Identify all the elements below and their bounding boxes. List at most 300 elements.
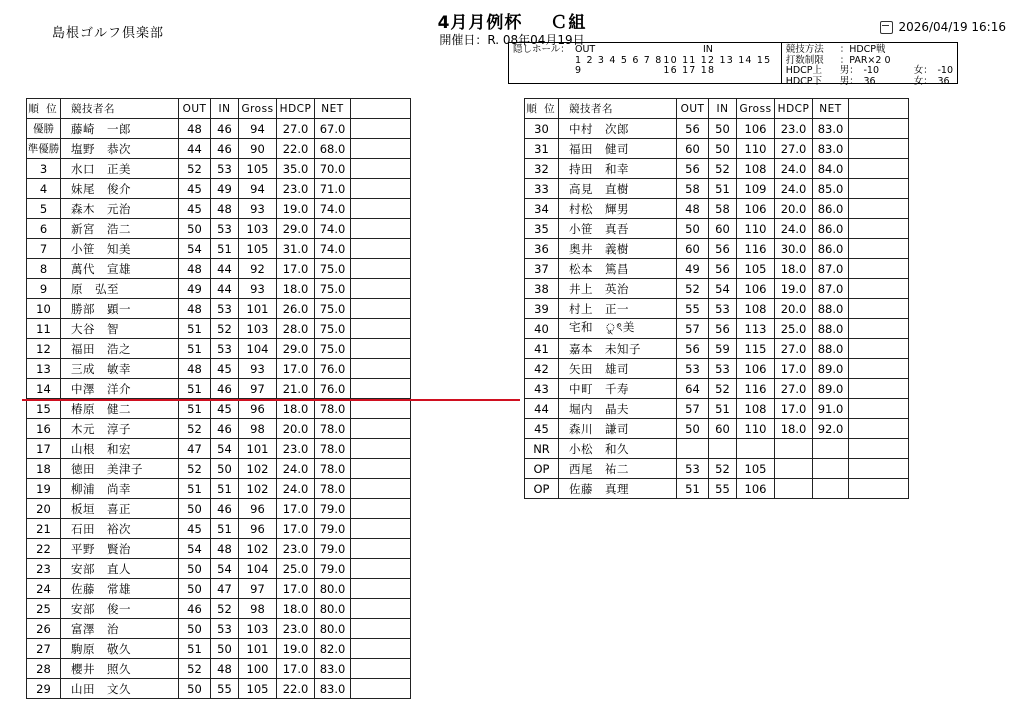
cell-notes: [351, 619, 411, 639]
cell-hdcp: 18.0: [277, 399, 315, 419]
cell-rank: 4: [27, 179, 61, 199]
table-row: [525, 139, 909, 159]
cell-name: 高見 直樹: [559, 179, 677, 199]
cell-out: 48: [179, 299, 211, 319]
column-header: [849, 99, 909, 119]
hidden-hole-panel: [509, 43, 782, 83]
cell-rank: 5: [27, 199, 61, 219]
cell-notes: [849, 299, 909, 319]
cell-gross: 103: [239, 319, 277, 339]
cell-rank: 20: [27, 499, 61, 519]
cell-rank: 30: [525, 119, 559, 139]
cell-notes: [351, 599, 411, 619]
table-row: [27, 319, 411, 339]
cell-notes: [849, 359, 909, 379]
cell-name: 佐藤 常雄: [61, 579, 179, 599]
cell-name: 中澤 洋介: [61, 379, 179, 399]
cell-name: 駒原 敬久: [61, 639, 179, 659]
cell-in: 53: [709, 299, 737, 319]
cell-gross: 104: [239, 559, 277, 579]
cell-in: 46: [211, 419, 239, 439]
column-header: NET: [813, 99, 849, 119]
cell-out: 56: [677, 119, 709, 139]
cell-name: 佐藤 真理: [559, 479, 677, 499]
cell-notes: [351, 579, 411, 599]
cell-rank: OP: [525, 459, 559, 479]
cell-in: 48: [211, 659, 239, 679]
cell-out: 52: [677, 279, 709, 299]
cell-hdcp: 29.0: [277, 339, 315, 359]
cell-gross: 116: [737, 239, 775, 259]
column-header: 競技者名: [559, 99, 677, 119]
cell-rank: 23: [27, 559, 61, 579]
table-row: [27, 399, 411, 419]
cell-rank: 28: [27, 659, 61, 679]
cell-in: 49: [211, 179, 239, 199]
cell-name: 板垣 喜正: [61, 499, 179, 519]
cell-gross: 109: [737, 179, 775, 199]
cell-hdcp: 20.0: [775, 299, 813, 319]
cell-name: 萬代 宣雄: [61, 259, 179, 279]
print-datetime: [880, 20, 1006, 34]
cell-rank: NR: [525, 439, 559, 459]
cell-name: 妹尾 俊介: [61, 179, 179, 199]
cell-in: 44: [211, 279, 239, 299]
table-row: [525, 299, 909, 319]
cell-gross: 93: [239, 359, 277, 379]
cell-gross: 102: [239, 459, 277, 479]
cell-in: 44: [211, 259, 239, 279]
cell-rank: 40: [525, 319, 559, 339]
cell-net: 82.0: [315, 639, 351, 659]
table-row: [27, 479, 411, 499]
event-date: 開催日：R. 08年04月19日: [439, 33, 585, 47]
cell-in: 53: [211, 299, 239, 319]
cell-hdcp: 17.0: [277, 259, 315, 279]
cell-net: 87.0: [813, 279, 849, 299]
cell-net: 74.0: [315, 239, 351, 259]
cell-in: 53: [709, 359, 737, 379]
column-header: NET: [315, 99, 351, 119]
table-row: [27, 379, 411, 399]
cell-out: 52: [179, 659, 211, 679]
table-row: [525, 359, 909, 379]
table-header-row: [27, 99, 411, 119]
table-row: [27, 579, 411, 599]
table-row: [27, 139, 411, 159]
cell-name: 村上 正一: [559, 299, 677, 319]
cell-gross: 108: [737, 399, 775, 419]
table-row: [27, 179, 411, 199]
cell-out: 50: [677, 419, 709, 439]
cell-net: 79.0: [315, 559, 351, 579]
cell-notes: [351, 119, 411, 139]
table-row: [27, 679, 411, 699]
cell-net: 70.0: [315, 159, 351, 179]
table-row: [27, 279, 411, 299]
cell-rank: 18: [27, 459, 61, 479]
cell-in: 46: [211, 499, 239, 519]
cell-out: 52: [179, 419, 211, 439]
cell-in: 55: [211, 679, 239, 699]
cell-out: 60: [677, 239, 709, 259]
table-header-row: [525, 99, 909, 119]
cell-notes: [351, 679, 411, 699]
cell-rank: OP: [525, 479, 559, 499]
cell-name: 嘉本 未知子: [559, 339, 677, 359]
cell-gross: 97: [239, 579, 277, 599]
spacer: [513, 56, 575, 77]
cell-notes: [849, 399, 909, 419]
table-row: [27, 119, 411, 139]
cell-in: 52: [709, 459, 737, 479]
cell-name: 福田 浩之: [61, 339, 179, 359]
cell-net: 92.0: [813, 419, 849, 439]
in-label: IN: [703, 44, 713, 55]
cell-name: 原 弘至: [61, 279, 179, 299]
cell-rank: 39: [525, 299, 559, 319]
cell-net: 89.0: [813, 359, 849, 379]
table-row: [27, 219, 411, 239]
cell-in: 56: [709, 259, 737, 279]
cell-rank: 26: [27, 619, 61, 639]
cell-gross: 106: [737, 479, 775, 499]
cell-gross: 105: [239, 239, 277, 259]
cell-hdcp: 27.0: [277, 119, 315, 139]
cell-rank: 9: [27, 279, 61, 299]
cell-rank: 8: [27, 259, 61, 279]
cell-gross: 96: [239, 399, 277, 419]
cell-name: 小笹 知美: [61, 239, 179, 259]
cell-name: 櫻井 照久: [61, 659, 179, 679]
cell-out: 50: [677, 219, 709, 239]
cell-name: 村松 輝男: [559, 199, 677, 219]
cell-rank: 41: [525, 339, 559, 359]
results-table-right: [524, 98, 909, 499]
cell-notes: [351, 319, 411, 339]
table-row: [27, 359, 411, 379]
cut-line-marker: [22, 399, 520, 401]
cell-in: 51: [709, 179, 737, 199]
cell-notes: [351, 399, 411, 419]
cell-out: 57: [677, 399, 709, 419]
cell-gross: 104: [239, 339, 277, 359]
cell-in: 56: [709, 239, 737, 259]
cell-in: 60: [709, 219, 737, 239]
cell-net: 79.0: [315, 499, 351, 519]
cell-notes: [849, 259, 909, 279]
table-row: [27, 619, 411, 639]
cell-gross: 115: [737, 339, 775, 359]
cell-notes: [849, 339, 909, 359]
table-row: [525, 179, 909, 199]
cell-notes: [351, 479, 411, 499]
cell-in: 54: [211, 559, 239, 579]
cell-name: 柳浦 尚幸: [61, 479, 179, 499]
cell-hdcp: 17.0: [277, 659, 315, 679]
cell-gross: 105: [239, 679, 277, 699]
cell-notes: [351, 499, 411, 519]
rule-value: ：PAR×2 0: [839, 54, 891, 66]
cell-gross: 105: [737, 259, 775, 279]
title-group: Ｃ組: [550, 13, 587, 33]
cell-gross: 102: [239, 479, 277, 499]
cell-gross: 101: [239, 639, 277, 659]
cell-gross: 96: [239, 519, 277, 539]
cell-notes: [351, 439, 411, 459]
cell-net: [813, 439, 849, 459]
cell-in: 48: [211, 199, 239, 219]
column-header: IN: [709, 99, 737, 119]
cell-gross: 106: [737, 359, 775, 379]
cell-net: 78.0: [315, 419, 351, 439]
table-row: [27, 299, 411, 319]
cell-out: 52: [179, 459, 211, 479]
table-row: [27, 259, 411, 279]
cell-net: 88.0: [813, 299, 849, 319]
table-row: [27, 439, 411, 459]
cell-name: 大谷 智: [61, 319, 179, 339]
cell-out: 50: [179, 619, 211, 639]
cell-net: 76.0: [315, 379, 351, 399]
cell-name: 勝部 顕一: [61, 299, 179, 319]
cell-gross: 103: [239, 219, 277, 239]
cell-out: 54: [179, 239, 211, 259]
cell-notes: [849, 199, 909, 219]
cell-hdcp: 19.0: [277, 199, 315, 219]
cell-rank: 11: [27, 319, 61, 339]
cell-hdcp: 17.0: [277, 359, 315, 379]
cell-hdcp: [775, 439, 813, 459]
table-row: [27, 239, 411, 259]
cell-net: 86.0: [813, 239, 849, 259]
cell-net: 80.0: [315, 599, 351, 619]
table-row: [525, 219, 909, 239]
cell-gross: 110: [737, 219, 775, 239]
cell-rank: 35: [525, 219, 559, 239]
cell-out: 56: [677, 339, 709, 359]
rule-value-male: 男： -10: [839, 65, 879, 76]
cell-name: 奥井 義樹: [559, 239, 677, 259]
cell-hdcp: 23.0: [775, 119, 813, 139]
cell-name: 石田 裕次: [61, 519, 179, 539]
cell-notes: [351, 339, 411, 359]
cell-out: 47: [179, 439, 211, 459]
cell-notes: [849, 159, 909, 179]
table-row: [27, 559, 411, 579]
cell-net: 85.0: [813, 179, 849, 199]
cell-notes: [351, 419, 411, 439]
cell-hdcp: 18.0: [775, 259, 813, 279]
cell-out: 50: [179, 219, 211, 239]
cell-hdcp: 35.0: [277, 159, 315, 179]
cell-net: 79.0: [315, 519, 351, 539]
cell-hdcp: 27.0: [775, 139, 813, 159]
cell-hdcp: 24.0: [775, 179, 813, 199]
cell-rank: 25: [27, 599, 61, 619]
cell-out: 48: [179, 259, 211, 279]
rule-label: HDCP下: [785, 75, 823, 87]
cell-net: 74.0: [315, 199, 351, 219]
cell-name: 安部 俊一: [61, 599, 179, 619]
cell-net: 75.0: [315, 319, 351, 339]
cell-gross: 101: [239, 439, 277, 459]
cell-rank: 37: [525, 259, 559, 279]
cell-out: 56: [677, 159, 709, 179]
cell-name: 中村 次郎: [559, 119, 677, 139]
cell-net: 75.0: [315, 259, 351, 279]
cell-out: 44: [179, 139, 211, 159]
cell-in: 52: [709, 379, 737, 399]
cell-in: 50: [709, 119, 737, 139]
cell-hdcp: 20.0: [277, 419, 315, 439]
cell-name: 福田 健司: [559, 139, 677, 159]
cell-net: 79.0: [315, 539, 351, 559]
cell-gross: 110: [737, 139, 775, 159]
cell-rank: 22: [27, 539, 61, 559]
cell-hdcp: 20.0: [775, 199, 813, 219]
table-row: [525, 119, 909, 139]
cell-in: 59: [709, 339, 737, 359]
cell-hdcp: 19.0: [775, 279, 813, 299]
cell-hdcp: 19.0: [277, 639, 315, 659]
table-row: [525, 159, 909, 179]
cell-hdcp: 24.0: [277, 479, 315, 499]
cell-rank: 14: [27, 379, 61, 399]
table-row: [525, 259, 909, 279]
cell-out: 51: [179, 399, 211, 419]
club-name: 島根ゴルフ倶楽部: [52, 26, 165, 41]
hidden-hole-numbers: [513, 56, 777, 77]
cell-hdcp: 31.0: [277, 239, 315, 259]
cell-name: 宅和 ুৎ美: [559, 319, 677, 339]
cell-net: 88.0: [813, 339, 849, 359]
cell-hdcp: 25.0: [277, 559, 315, 579]
cell-out: 45: [179, 179, 211, 199]
cell-out: 50: [179, 559, 211, 579]
cell-out: 49: [677, 259, 709, 279]
cell-in: 46: [211, 379, 239, 399]
cell-rank: 45: [525, 419, 559, 439]
page-title: [0, 8, 1024, 33]
cell-net: 71.0: [315, 179, 351, 199]
cell-out: 64: [677, 379, 709, 399]
cell-net: 67.0: [315, 119, 351, 139]
cell-out: 52: [179, 159, 211, 179]
cell-in: 53: [211, 339, 239, 359]
cell-notes: [849, 139, 909, 159]
cell-notes: [849, 419, 909, 439]
cell-hdcp: 23.0: [277, 179, 315, 199]
cell-hdcp: 17.0: [775, 359, 813, 379]
cell-name: 三成 敏幸: [61, 359, 179, 379]
cell-hdcp: 27.0: [775, 339, 813, 359]
cell-notes: [351, 179, 411, 199]
cell-name: 西尾 祐二: [559, 459, 677, 479]
cell-hdcp: 18.0: [277, 279, 315, 299]
cell-gross: 96: [239, 499, 277, 519]
cell-name: 小笹 真吾: [559, 219, 677, 239]
cell-gross: 98: [239, 599, 277, 619]
cell-gross: 102: [239, 539, 277, 559]
cell-rank: 44: [525, 399, 559, 419]
cell-gross: 94: [239, 179, 277, 199]
cell-rank: 優勝: [27, 119, 61, 139]
cell-hdcp: 27.0: [775, 379, 813, 399]
cell-notes: [849, 179, 909, 199]
cell-notes: [351, 519, 411, 539]
cell-net: 78.0: [315, 399, 351, 419]
table-row: [525, 419, 909, 439]
cell-in: 52: [211, 599, 239, 619]
cell-out: 46: [179, 599, 211, 619]
table-row: [525, 439, 909, 459]
cell-hdcp: 30.0: [775, 239, 813, 259]
cell-out: 51: [179, 319, 211, 339]
rules-panel: [782, 43, 957, 87]
cell-notes: [351, 139, 411, 159]
cell-in: 54: [211, 439, 239, 459]
cell-out: 51: [179, 379, 211, 399]
cell-net: 76.0: [315, 359, 351, 379]
cell-net: 83.0: [813, 139, 849, 159]
cell-in: 46: [211, 119, 239, 139]
cell-hdcp: 25.0: [775, 319, 813, 339]
cell-gross: 100: [239, 659, 277, 679]
cell-notes: [351, 539, 411, 559]
cell-name: 藤崎 一郎: [61, 119, 179, 139]
cell-gross: 108: [737, 159, 775, 179]
calendar-icon: [880, 21, 893, 34]
out-hole-numbers: 1 2 3 4 5 6 7 8 9: [575, 54, 663, 76]
cell-gross: 110: [737, 419, 775, 439]
cell-net: 83.0: [315, 659, 351, 679]
cell-notes: [351, 159, 411, 179]
cell-rank: 29: [27, 679, 61, 699]
cell-notes: [351, 239, 411, 259]
cell-net: 78.0: [315, 479, 351, 499]
cell-name: 松本 篤昌: [559, 259, 677, 279]
column-header: [351, 99, 411, 119]
cell-out: 60: [677, 139, 709, 159]
cell-in: 48: [211, 539, 239, 559]
cell-net: 89.0: [813, 379, 849, 399]
cell-out: 54: [179, 539, 211, 559]
cell-in: 50: [709, 139, 737, 159]
column-header: Gross: [239, 99, 277, 119]
column-header: HDCP: [277, 99, 315, 119]
rule-row-hdcp-lower: [786, 77, 953, 88]
cell-hdcp: 17.0: [277, 519, 315, 539]
cell-net: 83.0: [813, 119, 849, 139]
cell-name: 富澤 治: [61, 619, 179, 639]
cell-in: 52: [709, 159, 737, 179]
cell-rank: 準優勝: [27, 139, 61, 159]
table-row: [525, 239, 909, 259]
cell-gross: 98: [239, 419, 277, 439]
table-row: [27, 659, 411, 679]
cell-out: 51: [179, 479, 211, 499]
table-row: [525, 459, 909, 479]
rule-value-female: 女： 36: [913, 75, 950, 87]
cell-out: 55: [677, 299, 709, 319]
rule-label: 打数制限: [785, 54, 824, 66]
cell-rank: 31: [525, 139, 559, 159]
cell-out: 51: [179, 639, 211, 659]
table-row: [525, 379, 909, 399]
cell-out: 57: [677, 319, 709, 339]
cell-gross: 94: [239, 119, 277, 139]
